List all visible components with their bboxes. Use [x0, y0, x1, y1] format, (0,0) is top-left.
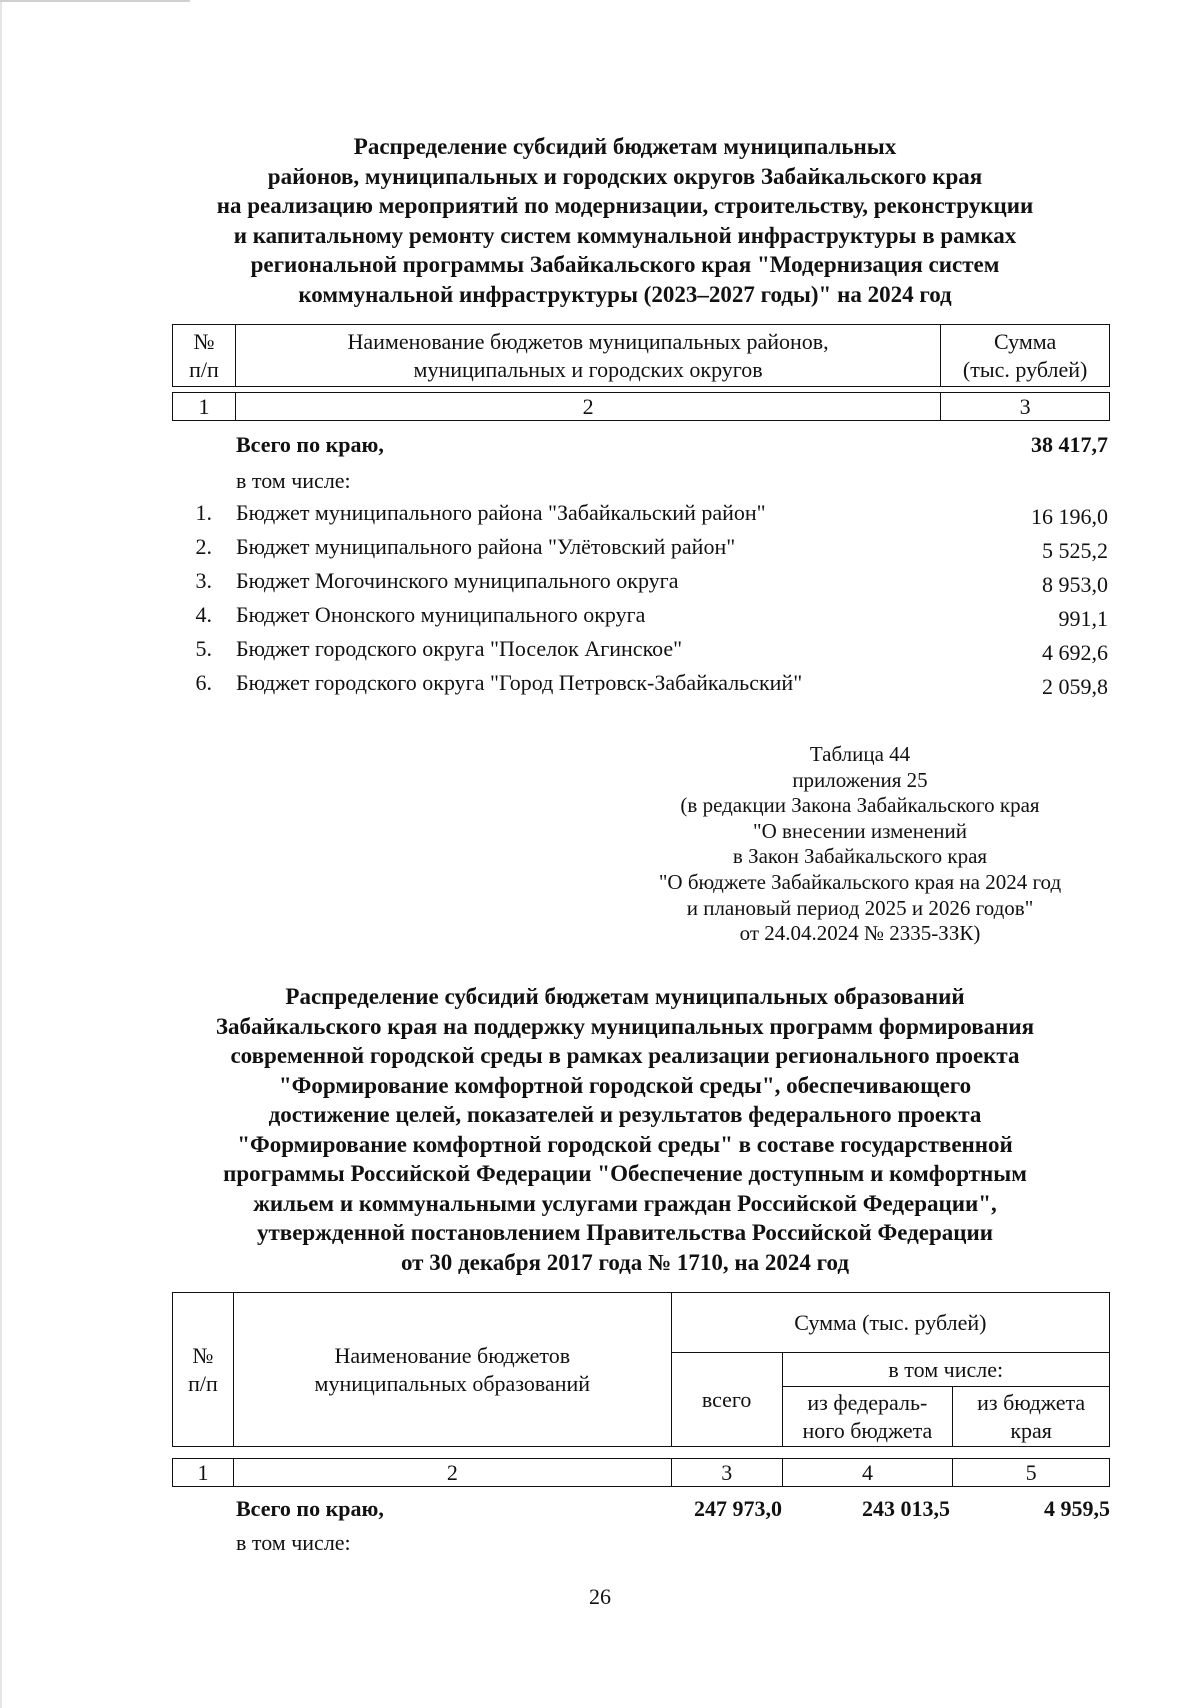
note-line: приложения 25 [792, 767, 928, 792]
section1-title-line: на реализацию мероприятий по модернизации, строительству, реконструкции [216, 193, 1034, 218]
row-sum: 2 059,8 [1042, 674, 1108, 699]
row-name: Бюджет муниципального района "Улётовский район" [236, 534, 736, 559]
row-sum: 8 953,0 [1042, 572, 1108, 597]
total-federal: 243 013,5 [862, 1496, 950, 1521]
table-row [0, 636, 1200, 666]
section2-table-index-row [172, 1458, 1110, 1487]
header-no [173, 325, 236, 387]
row-number: 6. [195, 670, 212, 695]
section2-table-header [172, 1292, 1110, 1447]
section1-including-row [0, 468, 1200, 498]
header2-regional-line: края [1010, 1417, 1052, 1443]
including-label: в том числе: [236, 1530, 351, 1555]
note-line: Таблица 44 [809, 742, 911, 766]
header-sum-line: (тыс. рублей) [962, 356, 1088, 382]
row-sum: 16 196,0 [1031, 504, 1108, 529]
header2-no-line: № [192, 1342, 214, 1368]
header2-no-line: п/п [188, 1370, 218, 1396]
index-cell: 5 [953, 1459, 1110, 1487]
section2-title-line: современной городской среды в рамках реализации регионального проекта [230, 1043, 1020, 1068]
total-value: 38 417,7 [1031, 432, 1108, 457]
page-number: 26 [589, 1584, 611, 1609]
header2-name [233, 1293, 671, 1447]
row-number: 1. [195, 500, 212, 525]
header-name-line: муниципальных и городских округов [413, 356, 763, 382]
row-number: 4. [195, 602, 212, 627]
section1-title-line: и капитальному ремонту систем коммунальной инфраструктуры в рамках [233, 222, 1017, 248]
header2-federal-line: из федераль- [807, 1389, 928, 1415]
section2-title-line: Распределение субсидий бюджетам муниципальных образований [285, 984, 965, 1009]
section2-title-line: Забайкальского края на поддержку муниципальных программ формирования [215, 1013, 1035, 1039]
scan-top-line [0, 0, 190, 2]
row-sum: 991,1 [1058, 606, 1108, 631]
header2-federal-line: ного бюджета [802, 1417, 933, 1443]
section2-title-line: утвержденной постановлением Правительства Российской Федерации [256, 1220, 994, 1245]
including-label: в том числе: [236, 468, 351, 493]
section1-title-line: районов, муниципальных и городских округов Забайкальского края [267, 163, 983, 189]
table-row [0, 500, 1200, 530]
section2-title-line: "Формирование комфортной городской среды", обеспечивающего [278, 1072, 972, 1098]
row-name: Бюджет Ононского муниципального округа [236, 602, 646, 627]
header2-no [173, 1293, 234, 1447]
header-name-line: Наименование бюджетов муниципальных районов, [347, 328, 829, 354]
index-cell: 1 [173, 393, 236, 421]
row-name: Бюджет муниципального района "Забайкальский район" [236, 500, 766, 525]
section1-title-line: региональной программы Забайкальского края "Модернизация систем [250, 252, 1000, 277]
table-row [0, 602, 1200, 632]
header-sum-line: Сумма [993, 328, 1057, 354]
row-sum: 4 692,6 [1042, 640, 1108, 665]
header2-regional-line: из бюджета [977, 1389, 1086, 1415]
row-name: Бюджет Могочинского муниципального округа [236, 568, 679, 593]
appendix-note [620, 742, 1100, 947]
note-line: от 24.04.2024 № 2335-ЗЗК) [739, 921, 981, 946]
table-row [0, 534, 1200, 564]
index-cell: 1 [173, 1459, 234, 1487]
table-row [0, 670, 1200, 700]
section2-total-row [0, 1496, 1200, 1526]
section1-title-line: коммунальной инфраструктуры (2023–2027 годы)" на 2024 год [298, 281, 952, 307]
header2-name-line: Наименование бюджетов [334, 1342, 571, 1368]
note-line: в Закон Забайкальского края [732, 844, 988, 869]
total-label: Всего по краю, [236, 1496, 384, 1521]
total-all: 247 973,0 [694, 1496, 782, 1521]
section1-table-index-row [172, 392, 1110, 421]
index-cell: 3 [941, 393, 1110, 421]
section2-title-line: программы Российской Федерации "Обеспечение доступным и комфортным [223, 1161, 1027, 1186]
header2-regional [953, 1387, 1110, 1447]
row-number: 3. [195, 568, 212, 593]
index-cell: 2 [233, 1459, 671, 1487]
section2-title-line: достижение целей, показателей и результатов федерального проекта [268, 1102, 982, 1127]
total-label: Всего по краю, [236, 432, 384, 457]
total-regional: 4 959,5 [1044, 1496, 1110, 1521]
row-name: Бюджет городского округа "Город Петровск-Забайкальский" [236, 670, 803, 695]
header-sum [941, 325, 1110, 387]
header2-name-line: муниципальных образований [314, 1370, 591, 1396]
row-name: Бюджет городского округа "Поселок Агинское" [236, 636, 683, 661]
index-cell: 2 [235, 393, 940, 421]
index-cell: 4 [782, 1459, 953, 1487]
row-number: 5. [195, 636, 212, 661]
note-line: "О бюджете Забайкальского края на 2024 год [658, 869, 1062, 894]
section2-title-line: жильем и коммунальными услугами граждан Российской Федерации", [253, 1190, 997, 1216]
table-row [0, 568, 1200, 598]
section1-table-header [172, 324, 1110, 387]
section2-title [140, 982, 1110, 1277]
header2-federal [782, 1387, 953, 1447]
section1-title [140, 132, 1110, 309]
note-line: (в редакции Закона Забайкальского края [680, 793, 1040, 818]
header2-including: в том числе: [782, 1353, 1109, 1387]
header2-total: всего [671, 1353, 782, 1447]
section2-title-line: от 30 декабря 2017 года № 1710, на 2024 год [400, 1249, 850, 1275]
note-line: и плановый период 2025 и 2026 годов" [686, 895, 1034, 920]
header-name [235, 325, 940, 387]
scan-edge [0, 0, 2, 1708]
section1-title-line: Распределение субсидий бюджетам муниципальных [353, 134, 897, 159]
section2-including-row [0, 1530, 1200, 1560]
note-line: "О внесении изменений [753, 818, 967, 843]
row-number: 2. [195, 534, 212, 559]
section1-total-row [0, 432, 1200, 462]
index-cell: 3 [671, 1459, 782, 1487]
header-no-text: № п/п [189, 328, 219, 382]
section2-title-line: "Формирование комфортной городской среды" в составе государственной [237, 1131, 1013, 1157]
row-sum: 5 525,2 [1042, 538, 1108, 563]
header2-sum: Сумма (тыс. рублей) [671, 1293, 1109, 1353]
